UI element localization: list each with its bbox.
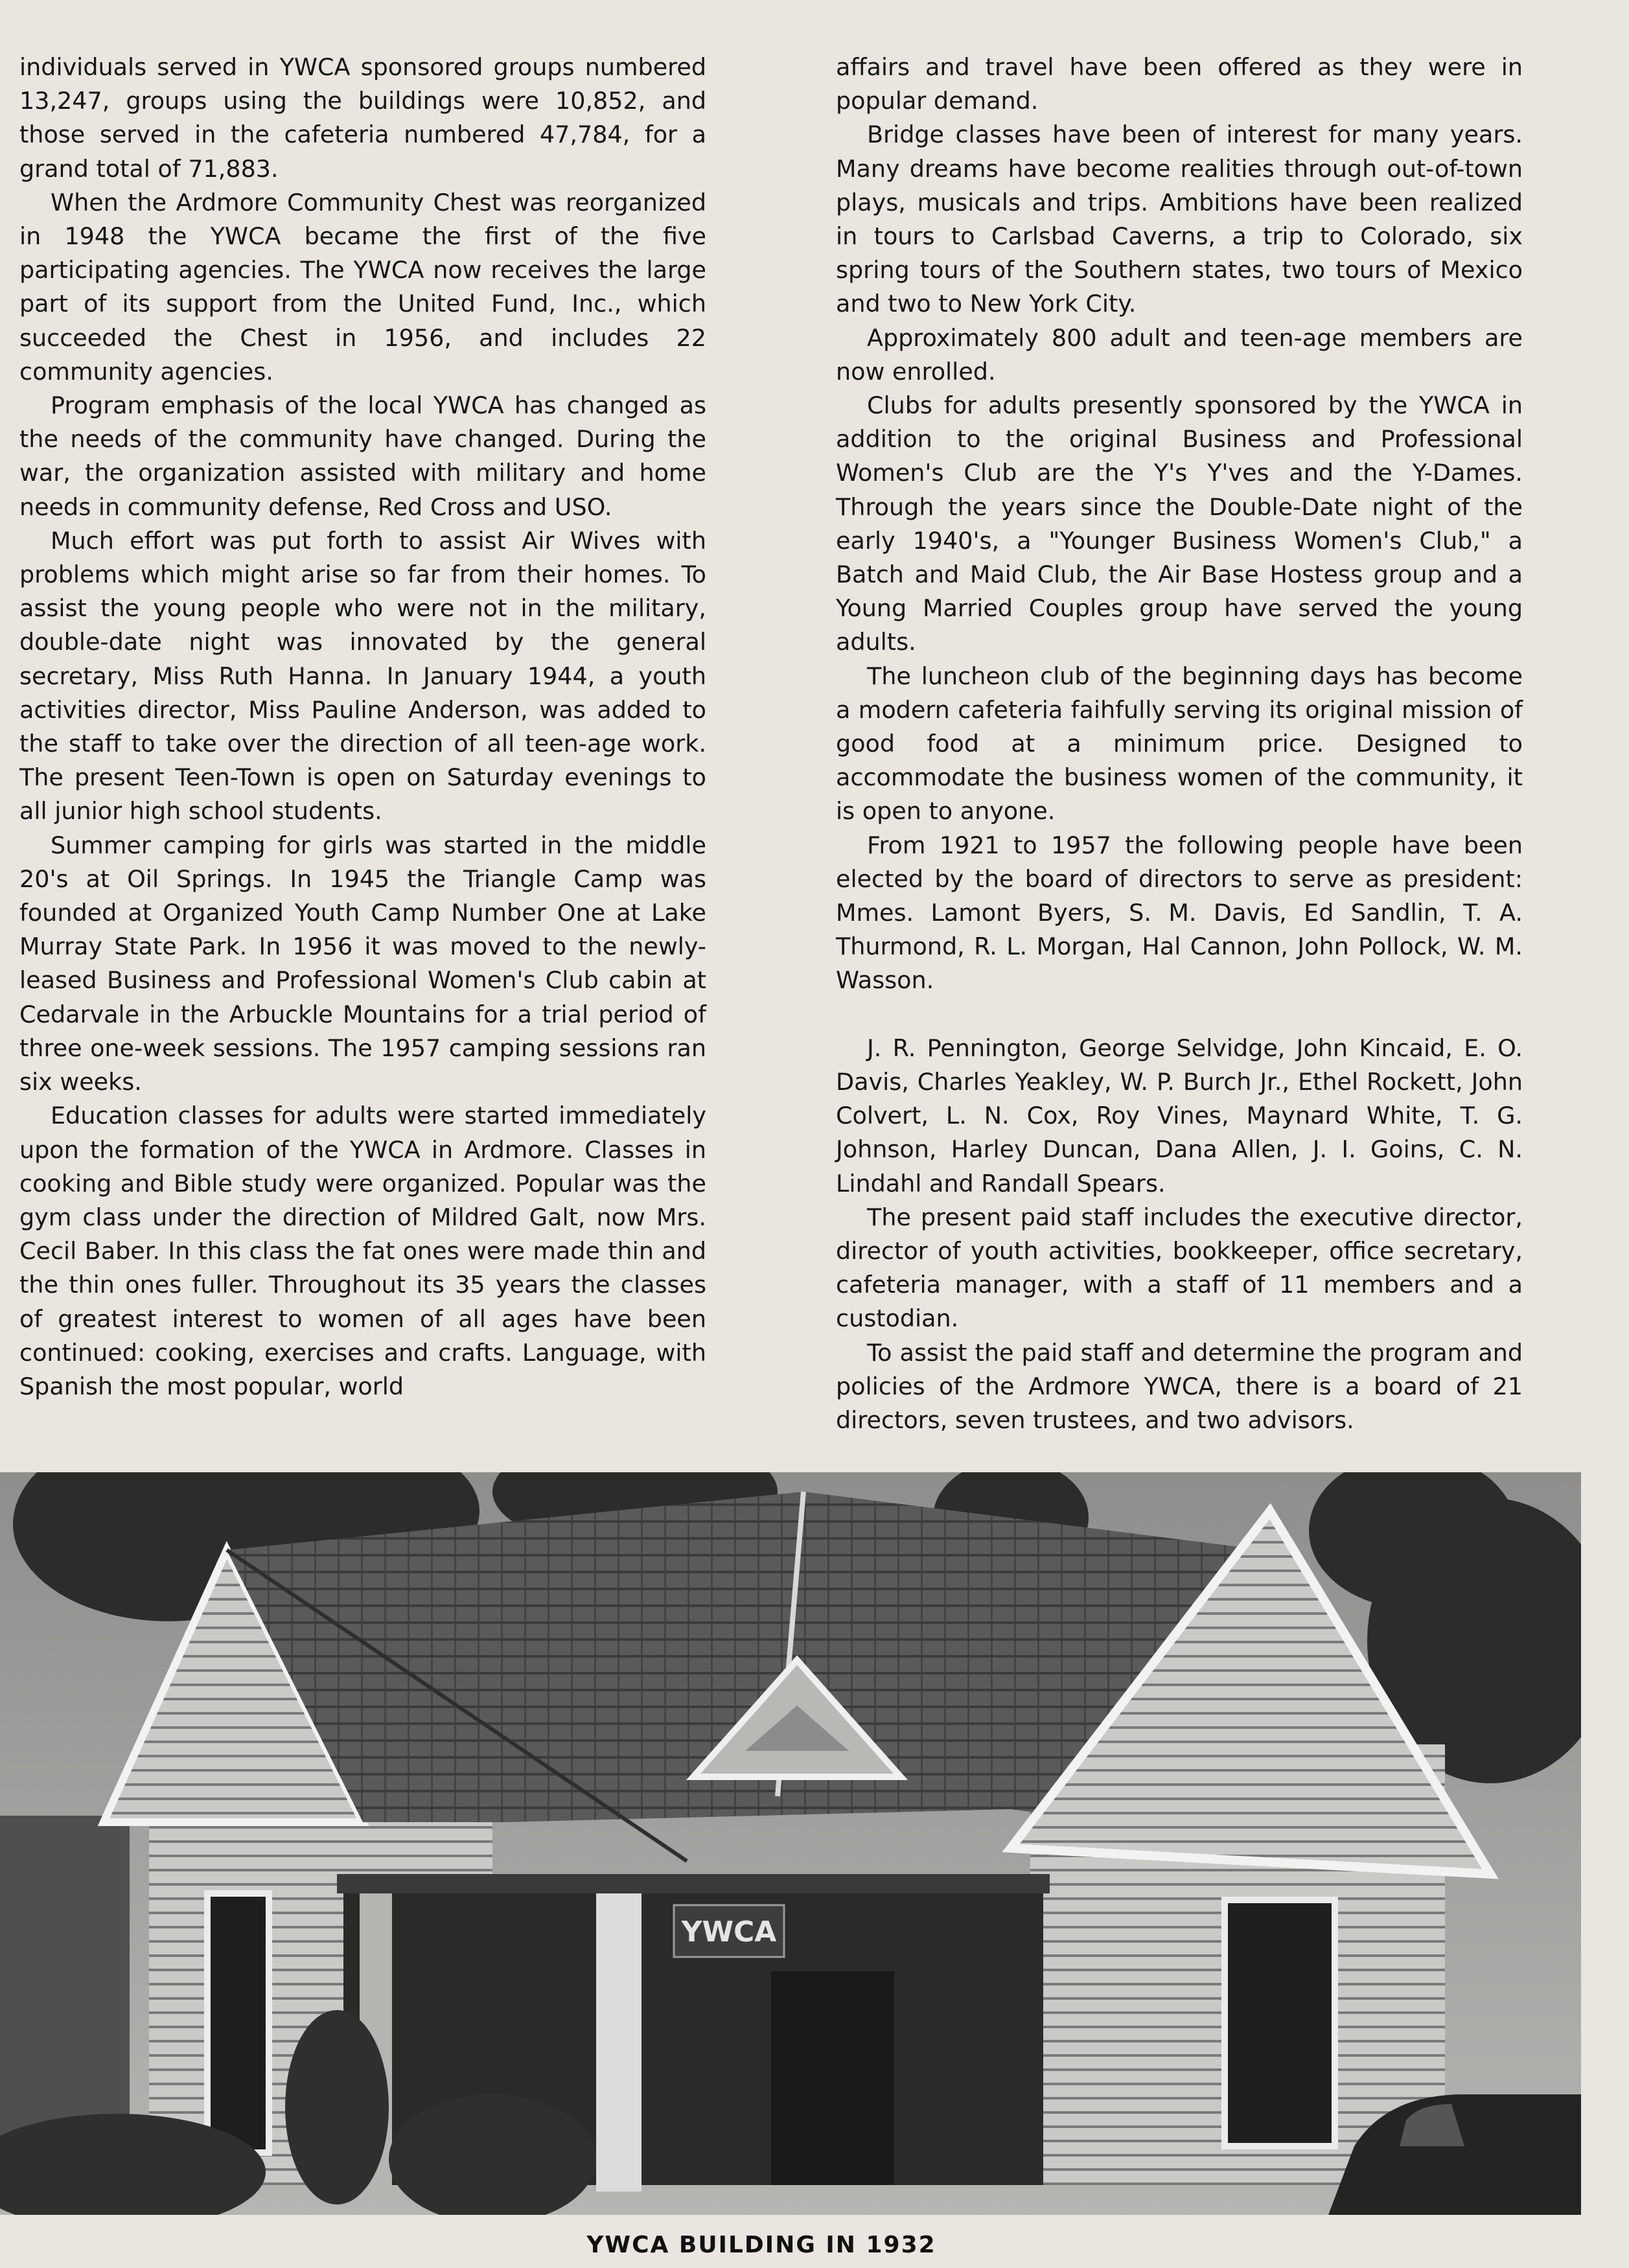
- ywca-building-photo: [0, 1472, 1581, 2215]
- paragraph: Clubs for adults presently sponsored by the YWCA in addition to the original Business and Professional Women's Club are the Y's Y'ves and the Y-Dames. Through the years since the Double-Date night of the early 1940's, a "Younger Business Women's Club," a Batch and Maid Club, the Air Base Hostess group and a Young Married Couples group have served the young adults.: [836, 391, 1523, 656]
- photo-caption: YWCA BUILDING IN 1932: [586, 2232, 936, 2258]
- paragraph: The present paid staff includes the executive director, director of youth activities, bookkeeper, office secretary, cafeteria manager, with a staff of 11 members and a custodian.: [836, 1203, 1523, 1333]
- paragraph: Program emphasis of the local YWCA has changed as the needs of the community have changed. During the war, the organization assisted with military and home needs in community defense, Red Cross and USO.: [19, 391, 706, 521]
- paragraph: Much effort was put forth to assist Air Wives with problems which might arise so far from their homes. To assist the young people who were not in the military, double-date night was innovated by the general secretary, Miss Ruth Hanna. In January 1944, a youth activities director, Miss Pauline Anderson, was added to the staff to take over the direction of all teen-age work. The present Teen-Town is open on Saturday evenings to all junior high school students.: [19, 526, 706, 826]
- paragraph: When the Ardmore Community Chest was reorganized in 1948 the YWCA became the first of the five participating agencies. The YWCA now receives the large part of its support from the United Fund, Inc., which succeeded the Chest in 1956, and includes 22 community agencies.: [19, 188, 706, 386]
- paragraph: The luncheon club of the beginning days has become a modern cafeteria faihfully serving its original mission of good food at a minimum price. Designed to accommodate the business women of the community, it is open to anyone.: [836, 662, 1523, 826]
- paragraph: affairs and travel have been offered as they were in popular demand.: [836, 53, 1523, 115]
- paragraph: J. R. Pennington, George Selvidge, John Kincaid, E. O. Davis, Charles Yeakley, W. P. Burch Jr., Ethel Rockett, John Colvert, L. N. Cox, Roy Vines, Maynard White, T. G. Johnson, Harley Duncan, Dana Allen, J. I. Goins, C. N. Lindahl and Randall Spears.: [836, 1034, 1523, 1198]
- ywca-sign-text: YWCA: [681, 1915, 777, 1949]
- paragraph: Summer camping for girls was started in the middle 20's at Oil Springs. In 1945 the Triangle Camp was founded at Organized Youth Camp Number One at Lake Murray State Park. In 1956 it was moved to the newly-leased Business and Professional Women's Club cabin at Cedarvale in the Arbuckle Mountains for a trial period of three one-week sessions. The 1957 camping sessions ran six weeks.: [19, 831, 706, 1096]
- paragraph: To assist the paid staff and determine the program and policies of the Ardmore YWCA, there is a board of 21 directors, seven trustees, and two advisors.: [836, 1338, 1523, 1434]
- paragraph: individuals served in YWCA sponsored groups numbered 13,247, groups using the buildings were 10,852, and those served in the cafeteria numbered 47,784, for a grand total of 71,883.: [19, 53, 706, 183]
- paragraph: Bridge classes have been of interest for many years. Many dreams have become realities through out-of-town plays, musicals and trips. Ambitions have been realized in tours to Carlsbad Caverns, a trip to Colorado, six spring tours of the Southern states, two tours of Mexico and two to New York City.: [836, 121, 1523, 318]
- left-text-column: [19, 51, 706, 1404]
- paragraph: Education classes for adults were started immediately upon the formation of the YWCA in Ardmore. Classes in cooking and Bible study were organized. Popular was the gym class under the direction of Mildred Galt, now Mrs. Cecil Baber. In this class the fat ones were made thin and the thin ones fuller. Throughout its 35 years the classes of greatest interest to women of all ages have been continued: cooking, exercises and crafts. Language, with Spanish the most popular, world: [19, 1102, 706, 1400]
- paragraph: Approximately 800 adult and teen-age members are now enrolled.: [836, 323, 1523, 386]
- right-text-column: [836, 51, 1523, 1437]
- paragraph: From 1921 to 1957 the following people have been elected by the board of directors to serve as president: Mmes. Lamont Byers, S. M. Davis, Ed Sandlin, T. A. Thurmond, R. L. Morgan, Hal Cannon, John Pollock, W. M. Wasson.: [836, 831, 1523, 995]
